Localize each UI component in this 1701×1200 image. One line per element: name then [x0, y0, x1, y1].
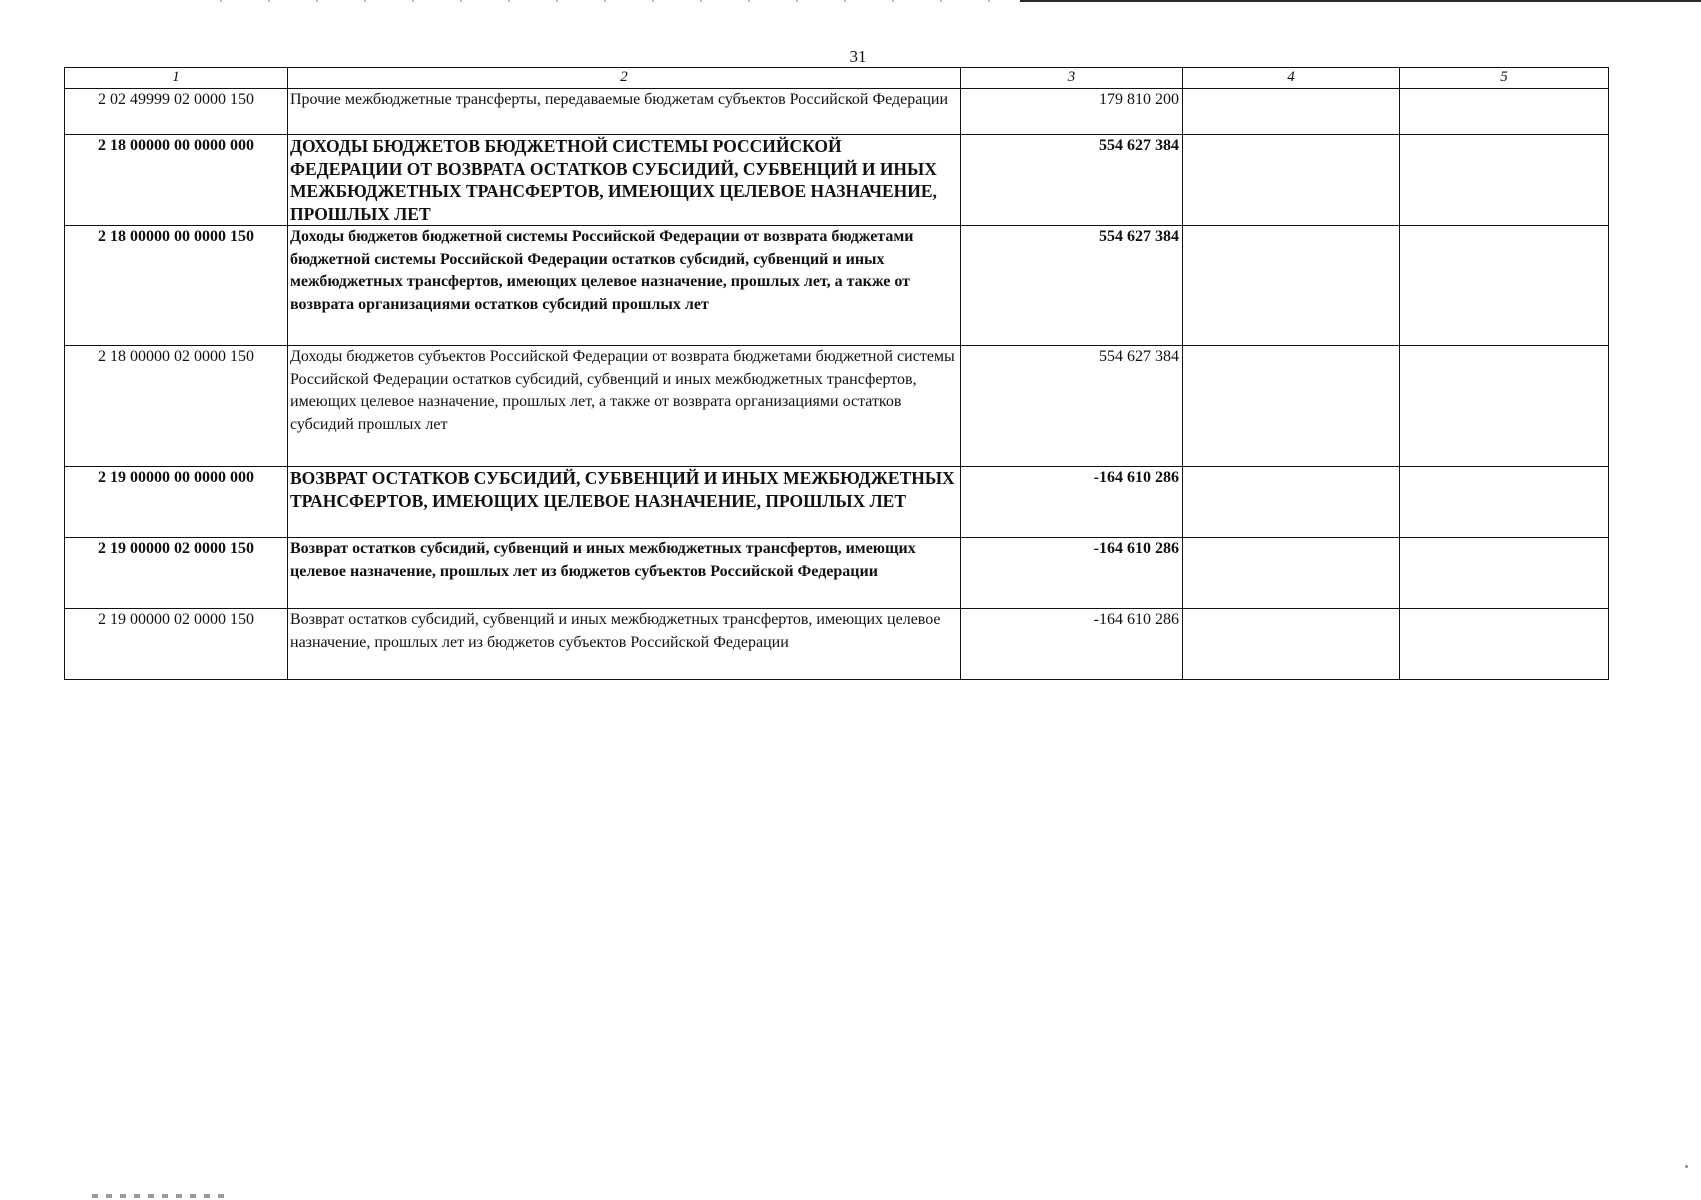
amount-cell: 554 627 384	[961, 226, 1183, 346]
amount-cell: -164 610 286	[961, 467, 1183, 538]
column-5-cell	[1400, 346, 1609, 467]
column-header-4: 4	[1183, 68, 1400, 89]
description-cell: Доходы бюджетов бюджетной системы Российской Федерации от возврата бюджетами бюджетной системы Российской Федерации остатков субсидий, субвенций и иных межбюджетных трансфертов, имеющих целевое назначение, прошлых лет, а также от возврата организациями остатков субсидий прошлых лет	[288, 226, 961, 346]
amount-cell: -164 610 286	[961, 609, 1183, 680]
budget-revenue-table	[64, 67, 1609, 680]
table-row	[65, 609, 1609, 680]
amount-cell: 179 810 200	[961, 89, 1183, 135]
column-4-cell	[1183, 89, 1400, 135]
table-row	[65, 226, 1609, 346]
column-4-cell	[1183, 346, 1400, 467]
column-4-cell	[1183, 609, 1400, 680]
amount-cell: 554 627 384	[961, 346, 1183, 467]
description-cell: Доходы бюджетов субъектов Российской Федерации от возврата бюджетами бюджетной системы Российской Федерации остатков субсидий, субвенций и иных межбюджетных трансфертов, имеющих целевое назначение, прошлых лет, а также от возврата организациями остатков субсидий прошлых лет	[288, 346, 961, 467]
budget-code-cell: 2 18 00000 02 0000 150	[65, 346, 288, 467]
column-header-3: 3	[961, 68, 1183, 89]
budget-code-cell: 2 18 00000 00 0000 150	[65, 226, 288, 346]
scan-artifact-bottom-marks	[92, 1194, 232, 1198]
column-header-5: 5	[1400, 68, 1609, 89]
budget-code-cell: 2 19 00000 02 0000 150	[65, 609, 288, 680]
description-cell: Прочие межбюджетные трансферты, передаваемые бюджетам субъектов Российской Федерации	[288, 89, 961, 135]
table-row	[65, 467, 1609, 538]
budget-code-cell: 2 18 00000 00 0000 000	[65, 135, 288, 226]
scan-artifact-top-line	[1020, 0, 1701, 2]
column-number-header-row	[65, 68, 1609, 89]
description-cell: ДОХОДЫ БЮДЖЕТОВ БЮДЖЕТНОЙ СИСТЕМЫ РОССИЙСКОЙ ФЕДЕРАЦИИ ОТ ВОЗВРАТА ОСТАТКОВ СУБСИДИЙ, СУБВЕНЦИЙ И ИНЫХ МЕЖБЮДЖЕТНЫХ ТРАНСФЕРТОВ, ИМЕЮЩИХ ЦЕЛЕВОЕ НАЗНАЧЕНИЕ, ПРОШЛЫХ ЛЕТ	[288, 135, 961, 226]
column-5-cell	[1400, 135, 1609, 226]
scan-artifact-top-dots	[220, 0, 1020, 2]
column-4-cell	[1183, 135, 1400, 226]
page-number: 31	[849, 47, 867, 66]
table-row	[65, 538, 1609, 609]
column-4-cell	[1183, 467, 1400, 538]
amount-cell: 554 627 384	[961, 135, 1183, 226]
scan-artifact-dot	[1685, 1165, 1688, 1168]
description-cell: Возврат остатков субсидий, субвенций и иных межбюджетных трансфертов, имеющих целевое назначение, прошлых лет из бюджетов субъектов Российской Федерации	[288, 538, 961, 609]
budget-code-cell: 2 02 49999 02 0000 150	[65, 89, 288, 135]
description-cell: ВОЗВРАТ ОСТАТКОВ СУБСИДИЙ, СУБВЕНЦИЙ И ИНЫХ МЕЖБЮДЖЕТНЫХ ТРАНСФЕРТОВ, ИМЕЮЩИХ ЦЕЛЕВОЕ НАЗНАЧЕНИЕ, ПРОШЛЫХ ЛЕТ	[288, 467, 961, 538]
column-5-cell	[1400, 538, 1609, 609]
column-header-2: 2	[288, 68, 961, 89]
column-4-cell	[1183, 226, 1400, 346]
description-cell: Возврат остатков субсидий, субвенций и иных межбюджетных трансфертов, имеющих целевое назначение, прошлых лет из бюджетов субъектов Российской Федерации	[288, 609, 961, 680]
column-header-1: 1	[65, 68, 288, 89]
column-5-cell	[1400, 226, 1609, 346]
column-5-cell	[1400, 609, 1609, 680]
table-row	[65, 135, 1609, 226]
column-5-cell	[1400, 89, 1609, 135]
table-row	[65, 346, 1609, 467]
table-row	[65, 89, 1609, 135]
budget-code-cell: 2 19 00000 00 0000 000	[65, 467, 288, 538]
amount-cell: -164 610 286	[961, 538, 1183, 609]
budget-code-cell: 2 19 00000 02 0000 150	[65, 538, 288, 609]
column-5-cell	[1400, 467, 1609, 538]
column-4-cell	[1183, 538, 1400, 609]
